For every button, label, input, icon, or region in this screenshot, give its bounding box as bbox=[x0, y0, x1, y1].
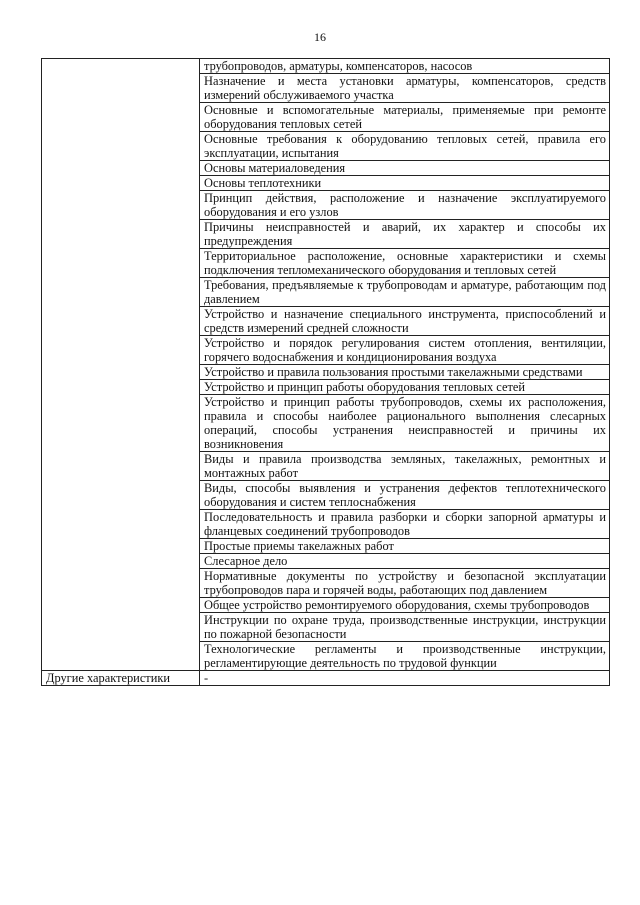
required-knowledge-label-cell bbox=[42, 59, 200, 671]
table-row bbox=[42, 59, 610, 74]
knowledge-item: Виды, способы выявления и устранения дефектов теплотехнического оборудования и систем теплоснабжения bbox=[200, 481, 610, 510]
page-number: 16 bbox=[314, 30, 326, 44]
knowledge-item: Причины неисправностей и аварий, их характер и способы их предупреждения bbox=[200, 220, 610, 249]
knowledge-item: Простые приемы такелажных работ bbox=[200, 539, 610, 554]
knowledge-item: Слесарное дело bbox=[200, 554, 610, 569]
table-row bbox=[42, 671, 610, 686]
knowledge-item: Основы материаловедения bbox=[200, 161, 610, 176]
knowledge-item: Требования, предъявляемые к трубопроводам и арматуре, работающим под давлением bbox=[200, 278, 610, 307]
knowledge-item: Устройство и принцип работы оборудования тепловых сетей bbox=[200, 380, 610, 395]
knowledge-item: Устройство и назначение специального инструмента, приспособлений и средств измерений средней сложности bbox=[200, 307, 610, 336]
knowledge-item: Общее устройство ремонтируемого оборудования, схемы трубопроводов bbox=[200, 598, 610, 613]
knowledge-item: Инструкции по охране труда, производственные инструкции, инструкции по пожарной безопасности bbox=[200, 613, 610, 642]
knowledge-item: Основы теплотехники bbox=[200, 176, 610, 191]
knowledge-item: Нормативные документы по устройству и безопасной эксплуатации трубопроводов пара и горячей воды, работающих под давлением bbox=[200, 569, 610, 598]
knowledge-item: Устройство и принцип работы трубопроводов, схемы их расположения, правила и способы наиболее рационального выполнения слесарных операций, способы устранения неисправностей и причины их возникновения bbox=[200, 395, 610, 452]
knowledge-item: Устройство и правила пользования простыми такелажными средствами bbox=[200, 365, 610, 380]
knowledge-item: Основные и вспомогательные материалы, применяемые при ремонте оборудования тепловых сетей bbox=[200, 103, 610, 132]
knowledge-table bbox=[41, 58, 610, 686]
knowledge-table-body bbox=[42, 59, 610, 686]
knowledge-item: Виды и правила производства земляных, такелажных, ремонтных и монтажных работ bbox=[200, 452, 610, 481]
knowledge-item: Основные требования к оборудованию тепловых сетей, правила его эксплуатации, испытания bbox=[200, 132, 610, 161]
other-characteristics-value: - bbox=[200, 671, 610, 686]
knowledge-item: Территориальное расположение, основные характеристики и схемы подключения тепломеханического оборудования и тепловых сетей bbox=[200, 249, 610, 278]
other-characteristics-label: Другие характеристики bbox=[42, 671, 200, 686]
knowledge-item: Устройство и порядок регулирования систем отопления, вентиляции, горячего водоснабжения и кондиционирования воздуха bbox=[200, 336, 610, 365]
knowledge-item: трубопроводов, арматуры, компенсаторов, насосов bbox=[200, 59, 610, 74]
knowledge-item: Технологические регламенты и производственные инструкции, регламентирующие деятельность по трудовой функции bbox=[200, 642, 610, 671]
knowledge-item: Принцип действия, расположение и назначение эксплуатируемого оборудования и его узлов bbox=[200, 191, 610, 220]
knowledge-item: Последовательность и правила разборки и сборки запорной арматуры и фланцевых соединений трубопроводов bbox=[200, 510, 610, 539]
knowledge-item: Назначение и места установки арматуры, компенсаторов, средств измерений обслуживаемого участка bbox=[200, 74, 610, 103]
